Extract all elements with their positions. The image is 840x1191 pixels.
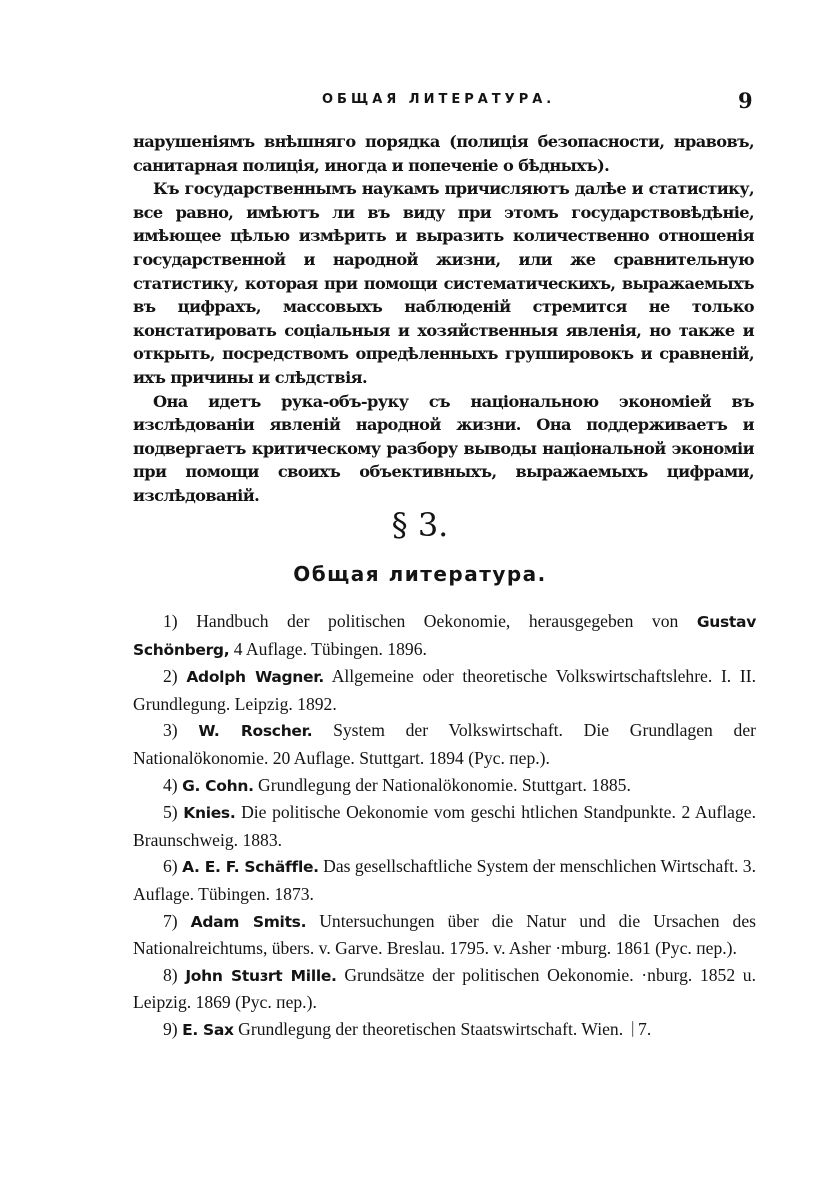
reference-author: E. Sax <box>182 1020 234 1039</box>
reference-number: 6) <box>163 856 178 877</box>
paragraph: Къ государственнымъ наукамъ причисляютъ далѣе и статистику, все равно, имѣютъ ли въ виду при этомъ государствовѣдѣніе, имѣющее цѣлью измѣрить и выразить количественно отношенія государственной и народной жизни, или же сравнительную статистику, которая при помощи систематическихъ, выражаемыхъ въ цифрахъ, массовыхъ наблюденій стремится не только констатировать соціальныя и хозяйственныя явленія, но также и открыть, посредствомъ опредѣленныхъ группировокъ и сравненій, ихъ причины и слѣдствія. <box>133 179 754 387</box>
reference-item <box>133 608 756 663</box>
page-number: 9 <box>738 88 753 113</box>
reference-item <box>133 717 756 771</box>
reference-item <box>133 962 756 1016</box>
reference-number: 5) <box>163 802 178 823</box>
reference-text: Grundsätze der politischen Oekonomie. ·nburg. 1852 u. Leipzig. 1869 (Рус. пер.). <box>133 964 757 1013</box>
reference-item <box>133 853 756 907</box>
reference-text: Untersuchungen über die Natur und die Ursachen des Nationalreichtums, übers. v. Garve. Breslau. 1795. v. Asher ·mburg. 1861 (Рус. пер.). <box>133 910 757 959</box>
reference-list <box>133 608 756 1044</box>
reference-text: System der Volkswirtschaft. Die Grundlagen der Nationalökonomie. 20 Auflage. Stuttgart. 1894 (Рус. пер.). <box>133 720 756 768</box>
paragraph: Она идетъ рука-объ-руку съ національною экономіей въ изслѣдованіи явленій народной жизни. Она поддерживаетъ и подвергаетъ критическому разбору выводы національной экономіи при помощи своихъ объективныхъ, выражаемыхъ цифрами, изслѣдованій. <box>133 391 754 505</box>
reference-author: Adam Smits. <box>190 912 307 931</box>
reference-author: John Stuɜrt Mille. <box>185 966 337 985</box>
body-text <box>133 130 754 508</box>
reference-item <box>133 772 756 800</box>
reference-text: Allgemeine oder theoretische Volkswirtschaftslehre. I. II. Grundlegung. Leipzig. 1892. <box>133 666 756 714</box>
paragraph: нарушеніямъ внѣшняго порядка (полиція безопасности, нравовъ, санитарная полиція, иногда и попеченіе о бѣдныхъ). <box>133 132 754 175</box>
running-head: ОБЩАЯ ЛИТЕРАТУРА. <box>322 92 556 107</box>
reference-item <box>133 908 756 962</box>
reference-number: 3) <box>163 720 178 741</box>
reference-item <box>133 1016 756 1044</box>
reference-item <box>133 799 756 853</box>
section-number: § 3. <box>391 506 449 544</box>
reference-number: 9) <box>163 1018 178 1039</box>
reference-number: 7) <box>163 910 178 931</box>
reference-author: Knies. <box>183 804 236 823</box>
reference-number: 4) <box>163 774 178 795</box>
reference-number: 2) <box>163 666 178 687</box>
reference-text: Grundlegung der theoretischen Staatswirtschaft. Wien. ᛁ7. <box>233 1018 652 1039</box>
reference-text: Handbuch der politischen Oekonomie, herausgegeben von <box>196 611 697 631</box>
reference-text: Die politische Oekonomie vom geschi htlichen Standpunkte. 2 Auflage. Braunschweig. 1883. <box>133 802 756 850</box>
reference-text: Das gesellschaftliche System der menschlichen Wirtschaft. 3. Auflage. Tübingen. 1873. <box>133 856 757 904</box>
reference-text: Grundlegung der Nationalökonomie. Stuttgart. 1885. <box>253 774 631 795</box>
reference-number: 1) <box>163 611 178 631</box>
reference-number: 8) <box>163 964 178 985</box>
reference-text: 4 Auflage. Tübingen. 1896. <box>229 638 427 659</box>
reference-author: Gustav Schönberg, <box>133 613 756 659</box>
reference-author: G. Cohn. <box>182 776 254 795</box>
section-title: Общая литература. <box>293 562 547 586</box>
reference-author: A. E. F. Schäffle. <box>182 858 319 877</box>
reference-item <box>133 663 756 717</box>
reference-author: W. Roscher. <box>198 722 313 741</box>
reference-author: Adolph Wagner. <box>186 668 324 687</box>
